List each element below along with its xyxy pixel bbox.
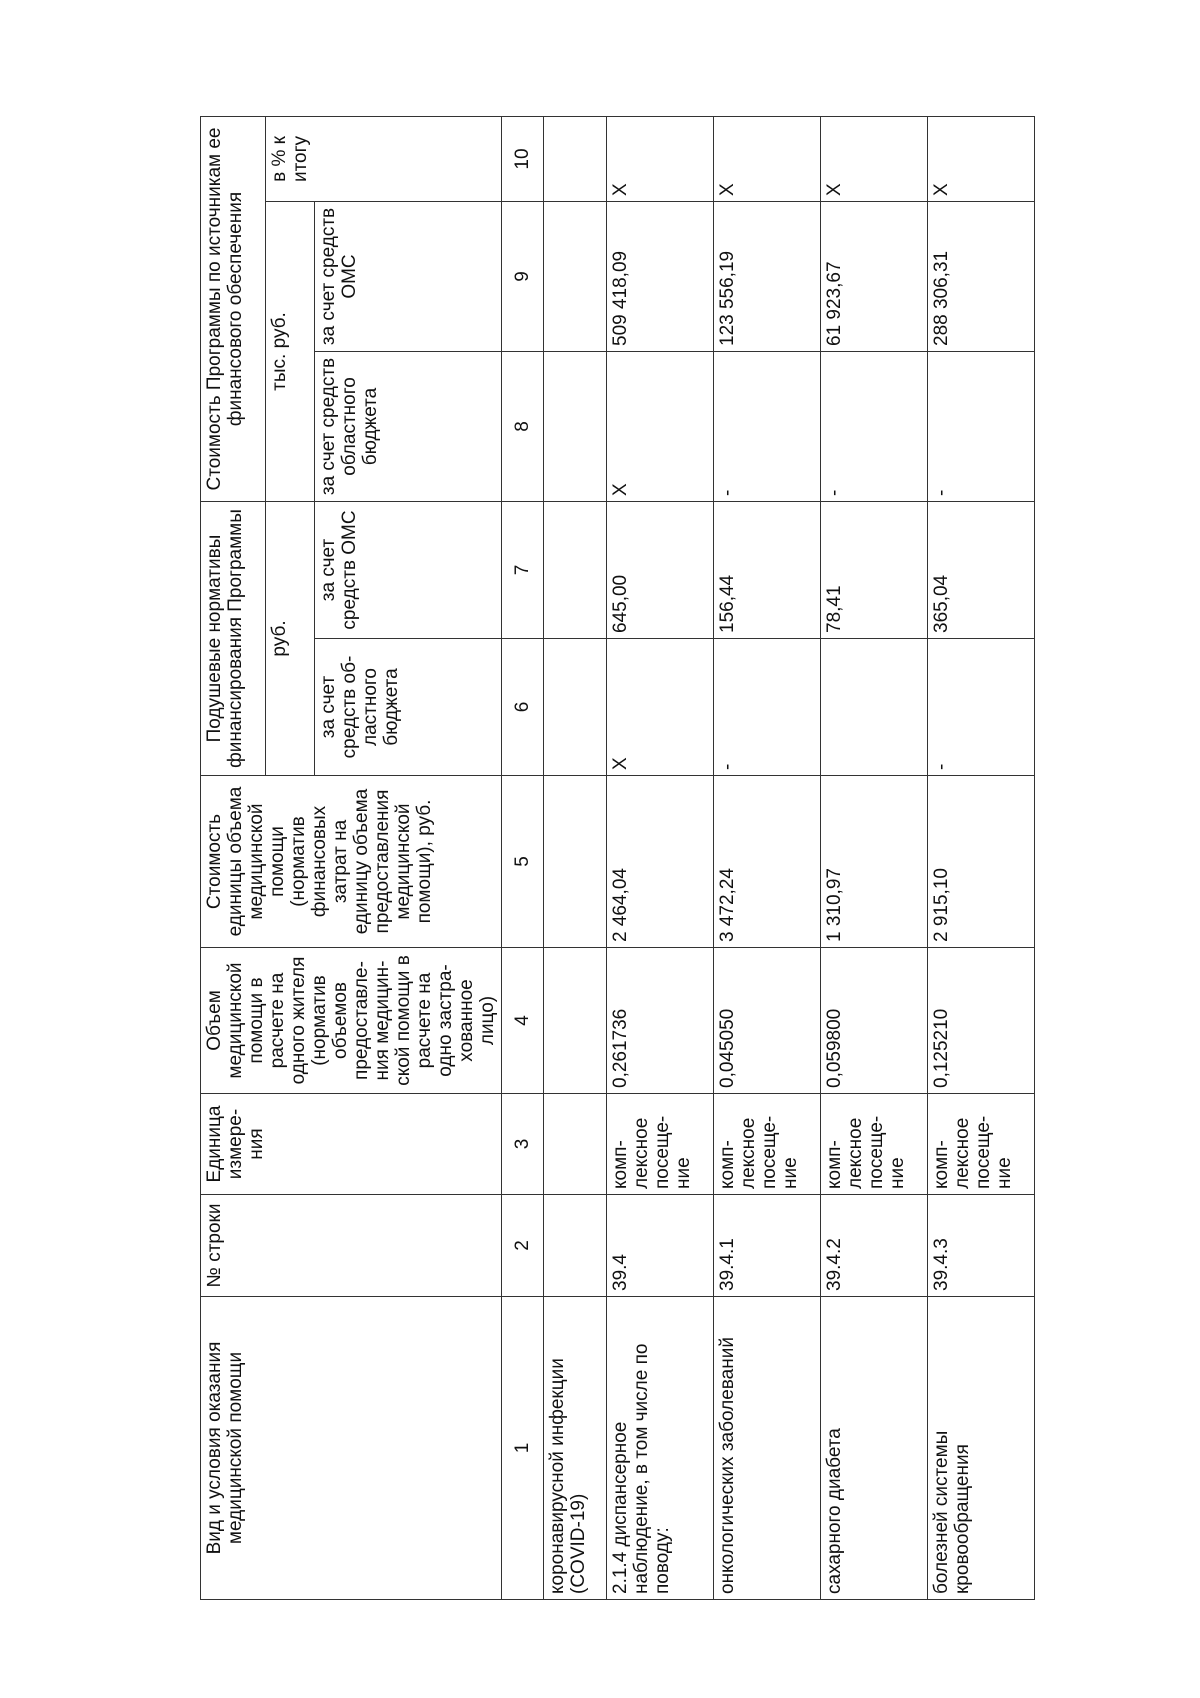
col-number: 6 xyxy=(502,639,544,776)
financing-table xyxy=(200,116,1035,1600)
col-number: 10 xyxy=(502,116,544,201)
row-unit-cost: 2 464,04 xyxy=(607,776,714,948)
column-numbers-row xyxy=(502,116,544,1599)
row-tc-oms: 123 556,19 xyxy=(714,202,821,352)
row-tc-budget: - xyxy=(714,352,821,502)
header-tc-budget: за счет средств областного бюджета xyxy=(315,352,502,502)
row-tc-budget: - xyxy=(821,352,928,502)
header-tc-oms: за счет средств ОМС xyxy=(315,202,502,352)
row-service-name: сахарного диабета xyxy=(821,1297,928,1600)
row-number: 39.4.1 xyxy=(714,1195,821,1297)
row-unit: комп-лексное посеще-ние xyxy=(607,1094,714,1195)
col-number: 8 xyxy=(502,352,544,502)
col-number: 2 xyxy=(502,1195,544,1297)
row-pc-budget: X xyxy=(607,639,714,776)
row-number: 39.4.3 xyxy=(928,1195,1035,1297)
row-pc-oms: 78,41 xyxy=(821,502,928,639)
row-number: 39.4 xyxy=(607,1195,714,1297)
table-row xyxy=(821,116,928,1599)
row-unit: комп-лексное посеще-ние xyxy=(821,1094,928,1195)
table-row xyxy=(928,116,1035,1599)
row-volume: 0,059800 xyxy=(821,948,928,1094)
header-pc-oms: за счет средств ОМС xyxy=(315,502,502,639)
row-tc-oms: 509 418,09 xyxy=(607,202,714,352)
row-service-name: 2.1.4 диспансерное наблюдение, в том числе по поводу: xyxy=(607,1297,714,1600)
row-percent: X xyxy=(607,116,714,201)
header-unit-cost: Стоимость единицы объема медицинской помощи (норматив финансовых затрат на единицу объема предоставления медицинской помощи), руб. xyxy=(201,776,502,948)
row-percent: X xyxy=(714,116,821,201)
header-per-capita-group: Подушевые нормативы финансирования Программы xyxy=(201,502,266,776)
row-tc-budget: - xyxy=(928,352,1035,502)
col-number: 1 xyxy=(502,1297,544,1600)
row-unit-cost: 1 310,97 xyxy=(821,776,928,948)
row-pc-oms: 365,04 xyxy=(928,502,1035,639)
header-service-type: Вид и условия оказания медицинской помощи xyxy=(201,1297,502,1600)
header-per-capita-unit: руб. xyxy=(266,502,315,776)
row-unit: комп-лексное посеще-ние xyxy=(714,1094,821,1195)
row-unit-cost: 2 915,10 xyxy=(928,776,1035,948)
row-tc-oms: 61 923,67 xyxy=(821,202,928,352)
rotated-page xyxy=(200,117,1149,1600)
header-unit: Единица измере-ния xyxy=(201,1094,502,1195)
table-row xyxy=(607,116,714,1599)
col-number: 5 xyxy=(502,776,544,948)
row-volume: 0,261736 xyxy=(607,948,714,1094)
header-percent-total: в % к итогу xyxy=(266,116,502,201)
row-pc-oms: 645,00 xyxy=(607,502,714,639)
row-unit-cost: 3 472,24 xyxy=(714,776,821,948)
row-unit: комп-лексное посеще-ние xyxy=(928,1094,1035,1195)
row-service-name: болезней системы кровообращения xyxy=(928,1297,1035,1600)
row-volume: 0,045050 xyxy=(714,948,821,1094)
header-row-number: № строки xyxy=(201,1195,502,1297)
row-service-name: онкологических заболеваний xyxy=(714,1297,821,1600)
col-number: 4 xyxy=(502,948,544,1094)
header-volume: Объем медицинской помощи в расчете на одного жителя (норматив объемов предоставле-ния медицин-ской помощи в расчете на одно застра-хованное лицо) xyxy=(201,948,502,1094)
row-tc-budget: X xyxy=(607,352,714,502)
col-number: 7 xyxy=(502,502,544,639)
row-tc-oms: 288 306,31 xyxy=(928,202,1035,352)
col-number: 3 xyxy=(502,1094,544,1195)
row-number: 39.4.2 xyxy=(821,1195,928,1297)
row-pc-budget: - xyxy=(928,639,1035,776)
row-volume: 0,125210 xyxy=(928,948,1035,1094)
row-pc-oms: 156,44 xyxy=(714,502,821,639)
row-pc-budget xyxy=(821,639,928,776)
row-percent: X xyxy=(928,116,1035,201)
header-pc-budget: за счет средств об-ластного бюджета xyxy=(315,639,502,776)
spanning-row-text: коронавирусной инфекции (COVID-19) xyxy=(544,1297,607,1600)
table-row xyxy=(544,116,607,1599)
row-percent: X xyxy=(821,116,928,201)
header-program-cost-group: Стоимость Программы по источникам ее финансового обеспечения xyxy=(201,116,266,501)
header-program-cost-unit: тыс. руб. xyxy=(266,202,315,502)
table-row xyxy=(714,116,821,1599)
row-pc-budget: - xyxy=(714,639,821,776)
col-number: 9 xyxy=(502,202,544,352)
